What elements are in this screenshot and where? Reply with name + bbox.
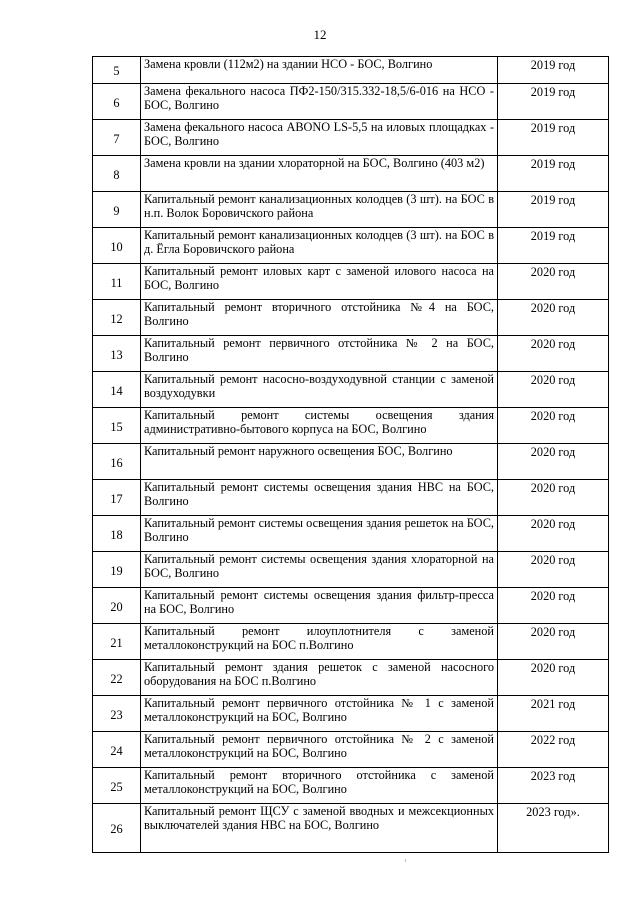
table-row	[93, 228, 609, 264]
work-year: 2020 год	[498, 300, 609, 336]
scan-speck	[405, 859, 406, 862]
row-number: 19	[93, 552, 141, 588]
table-row	[93, 804, 609, 853]
row-number: 15	[93, 408, 141, 444]
row-number: 20	[93, 588, 141, 624]
table-row	[93, 300, 609, 336]
row-number: 17	[93, 480, 141, 516]
table-row	[93, 552, 609, 588]
row-number: 7	[93, 120, 141, 156]
table-row	[93, 57, 609, 84]
work-year: 2020 год	[498, 660, 609, 696]
row-number: 25	[93, 768, 141, 804]
work-description: Капитальный ремонт системы освещения здания хлораторной на БОС, Волгино	[141, 552, 498, 588]
work-description: Капитальный ремонт канализационных колодцев (3 шт). на БОС в д. Ёгла Боровичского района	[141, 228, 498, 264]
row-number: 12	[93, 300, 141, 336]
work-year: 2020 год	[498, 444, 609, 480]
work-description: Капитальный ремонт первичного отстойника № 2 с заменой металлоконструкций на БОС, Волгино	[141, 732, 498, 768]
row-number: 9	[93, 192, 141, 228]
work-year: 2020 год	[498, 480, 609, 516]
work-year: 2020 год	[498, 264, 609, 300]
row-number: 6	[93, 84, 141, 120]
work-year: 2019 год	[498, 192, 609, 228]
row-number: 13	[93, 336, 141, 372]
table-row	[93, 372, 609, 408]
table-row	[93, 264, 609, 300]
row-number: 22	[93, 660, 141, 696]
table-row	[93, 660, 609, 696]
work-year: 2022 год	[498, 732, 609, 768]
table-row	[93, 336, 609, 372]
work-year: 2023 год».	[498, 804, 609, 853]
row-number: 14	[93, 372, 141, 408]
table-row	[93, 732, 609, 768]
work-description: Капитальный ремонт насосно-воздуходувной станции с заменой воздуходувки	[141, 372, 498, 408]
table-row	[93, 156, 609, 192]
work-description: Капитальный ремонт здания решеток с заменой насосного оборудования на БОС п.Волгино	[141, 660, 498, 696]
table-row	[93, 408, 609, 444]
work-year: 2020 год	[498, 552, 609, 588]
work-year: 2020 год	[498, 336, 609, 372]
work-description: Капитальный ремонт иловых карт с заменой илового насоса на БОС, Волгино	[141, 264, 498, 300]
row-number: 10	[93, 228, 141, 264]
table-row	[93, 120, 609, 156]
row-number: 5	[93, 57, 141, 84]
row-number: 18	[93, 516, 141, 552]
work-description: Замена кровли (112м2) на здании НСО - БОС, Волгино	[141, 57, 498, 84]
work-year: 2020 год	[498, 516, 609, 552]
work-year: 2019 год	[498, 228, 609, 264]
work-description: Капитальный ремонт первичного отстойника № 2 на БОС, Волгино	[141, 336, 498, 372]
work-description: Капитальный ремонт канализационных колодцев (3 шт). на БОС в н.п. Волок Боровичского района	[141, 192, 498, 228]
row-number: 26	[93, 804, 141, 853]
table-row	[93, 480, 609, 516]
work-description: Капитальный ремонт ЩСУ с заменой вводных и межсекционных выключателей здания НВС на БОС, Волгино	[141, 804, 498, 853]
work-year: 2020 год	[498, 624, 609, 660]
table-row	[93, 624, 609, 660]
work-year: 2021 год	[498, 696, 609, 732]
works-table	[92, 56, 609, 853]
row-number: 21	[93, 624, 141, 660]
row-number: 16	[93, 444, 141, 480]
work-description: Замена фекального насоса ПФ2-150/315.332-18,5/6-016 на НСО - БОС, Волгино	[141, 84, 498, 120]
work-year: 2019 год	[498, 57, 609, 84]
work-year: 2020 год	[498, 408, 609, 444]
table-row	[93, 696, 609, 732]
work-year: 2019 год	[498, 156, 609, 192]
table-row	[93, 768, 609, 804]
row-number: 24	[93, 732, 141, 768]
work-year: 2020 год	[498, 372, 609, 408]
page-number: 12	[313, 27, 327, 42]
work-year: 2019 год	[498, 120, 609, 156]
work-description: Капитальный ремонт системы освещения здания административно-бытового корпуса на БОС, Волгино	[141, 408, 498, 444]
work-description: Замена кровли на здании хлораторной на БОС, Волгино (403 м2)	[141, 156, 498, 192]
work-description: Капитальный ремонт наружного освещения БОС, Волгино	[141, 444, 498, 480]
work-year: 2023 год	[498, 768, 609, 804]
work-description: Капитальный ремонт первичного отстойника № 1 с заменой металлоконструкций на БОС, Волгино	[141, 696, 498, 732]
work-description: Замена фекального насоса ABONO LS-5,5 на иловых площадках - БОС, Волгино	[141, 120, 498, 156]
table-row	[93, 192, 609, 228]
table-row	[93, 444, 609, 480]
work-description: Капитальный ремонт илоуплотнителя с заменой металлоконструкций на БОС п.Волгино	[141, 624, 498, 660]
work-year: 2019 год	[498, 84, 609, 120]
row-number: 23	[93, 696, 141, 732]
work-description: Капитальный ремонт вторичного отстойника №4 на БОС, Волгино	[141, 300, 498, 336]
work-year: 2020 год	[498, 588, 609, 624]
work-description: Капитальный ремонт вторичного отстойника с заменой металлоконструкций на БОС, Волгино	[141, 768, 498, 804]
work-description: Капитальный ремонт системы освещения здания НВС на БОС, Волгино	[141, 480, 498, 516]
table-row	[93, 84, 609, 120]
row-number: 11	[93, 264, 141, 300]
table-row	[93, 588, 609, 624]
table-row	[93, 516, 609, 552]
work-description: Капитальный ремонт системы освещения здания фильтр-пресса на БОС, Волгино	[141, 588, 498, 624]
work-description: Капитальный ремонт системы освещения здания решеток на БОС, Волгино	[141, 516, 498, 552]
row-number: 8	[93, 156, 141, 192]
